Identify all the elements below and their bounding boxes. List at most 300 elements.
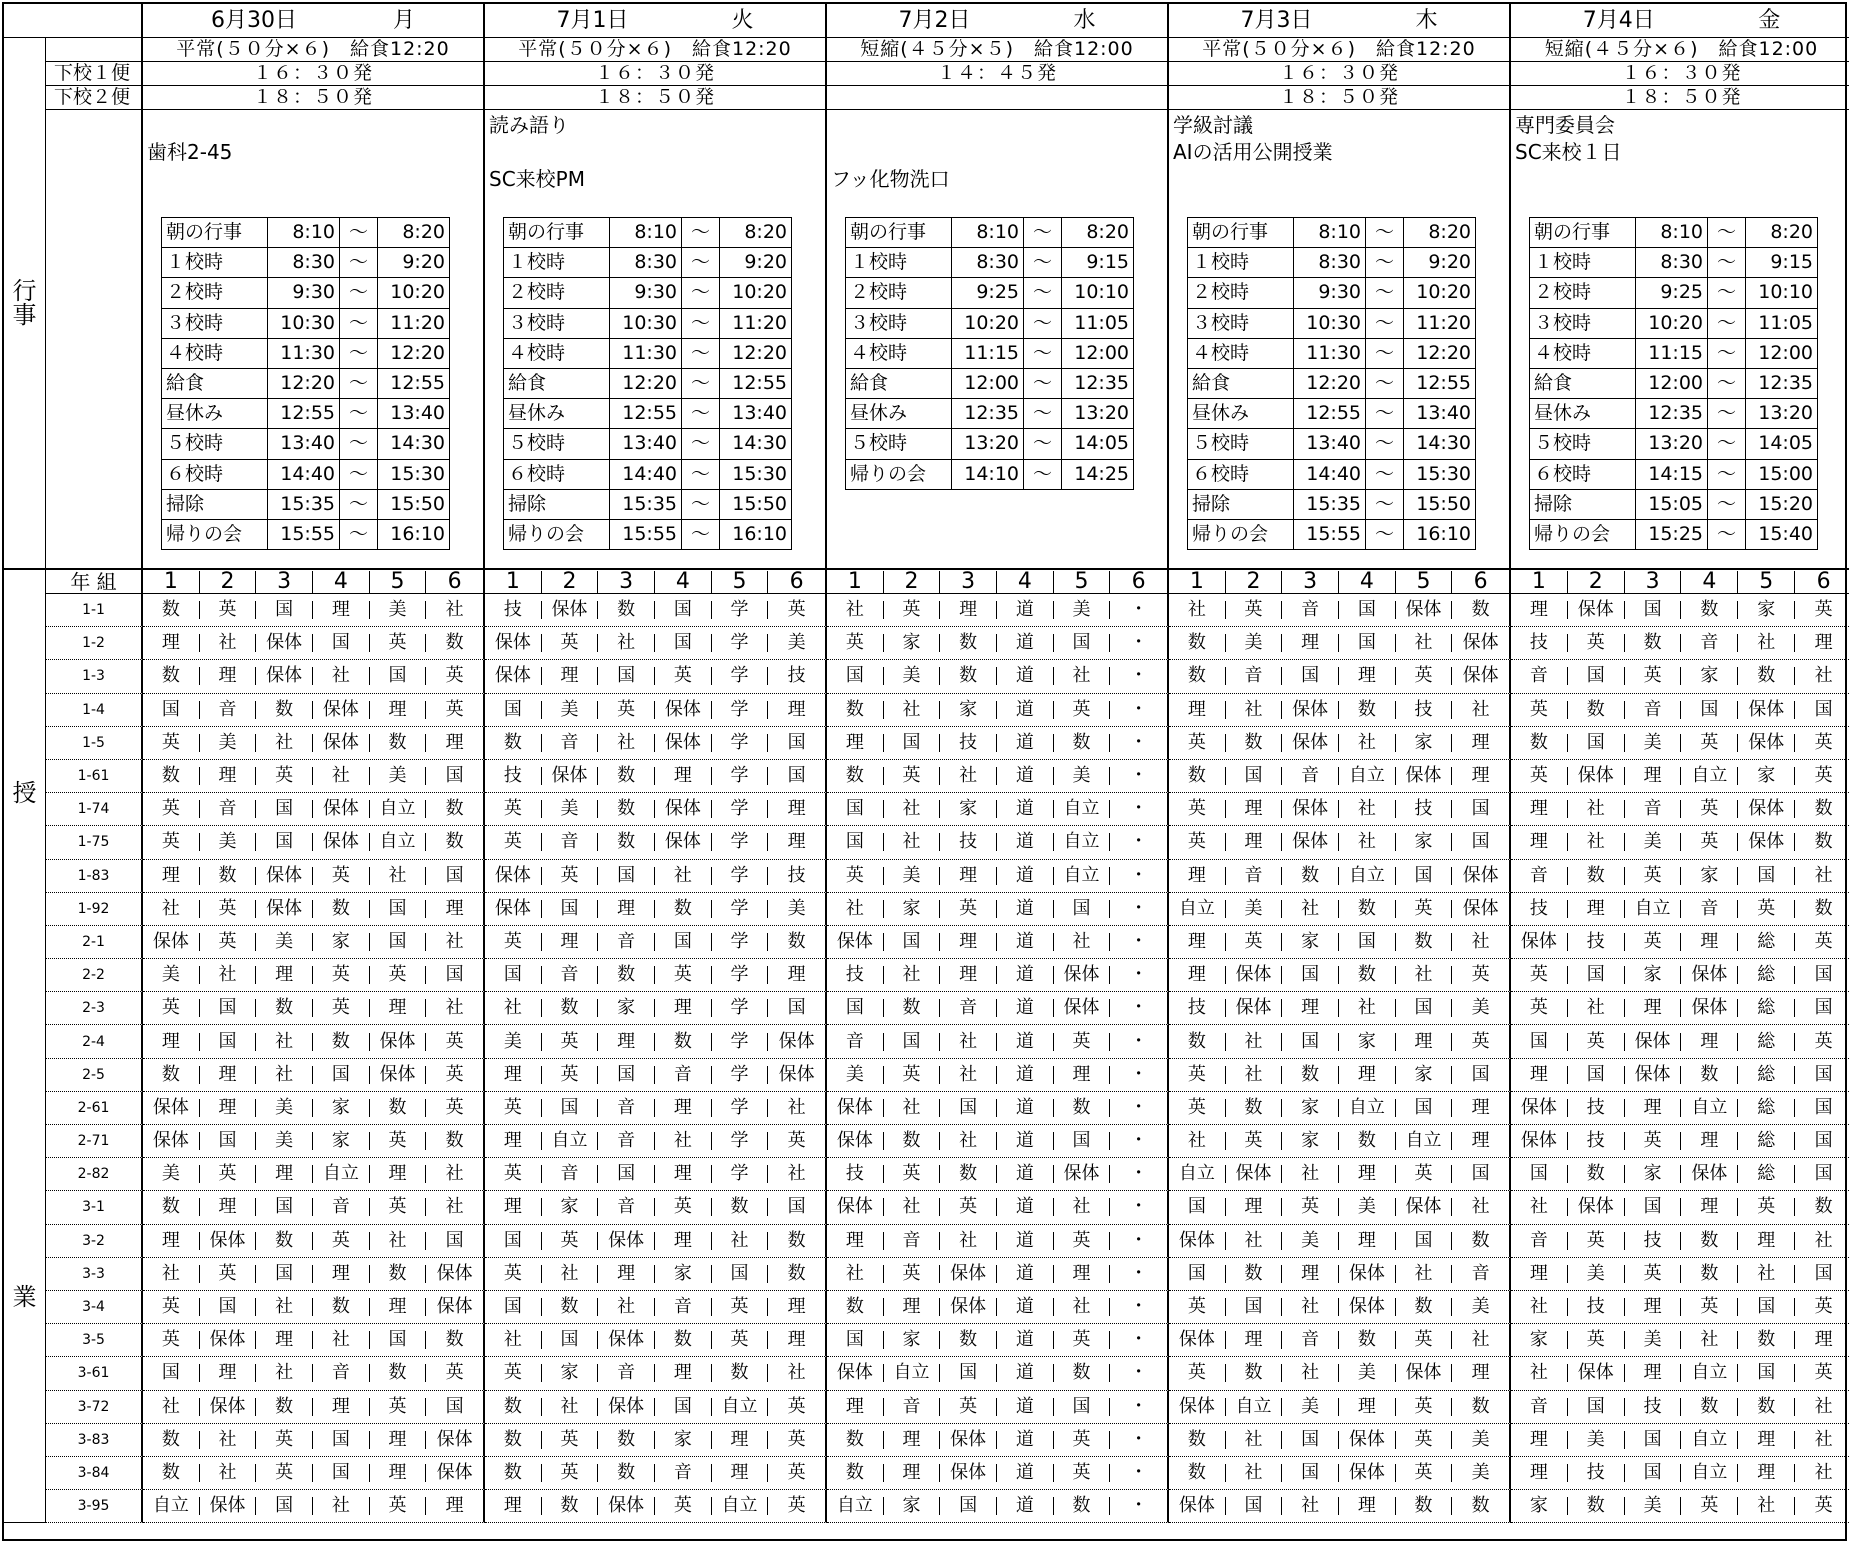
- lesson-row: [827, 893, 1169, 926]
- lesson-subject: 音: [655, 1464, 712, 1482]
- lesson-subject: 社: [313, 667, 370, 685]
- lesson-subject: 英: [1169, 800, 1226, 818]
- lesson-subject: 音: [1282, 1331, 1339, 1349]
- lesson-subject: 保体: [370, 1066, 427, 1084]
- period-name: ６校時: [162, 459, 268, 489]
- day-weekday: 月: [392, 7, 415, 33]
- time-separator: ～: [1366, 338, 1404, 368]
- lesson-subject: 英: [1738, 1198, 1795, 1216]
- lesson-subject: 保体: [1681, 966, 1738, 984]
- lesson-subject: 国: [1568, 667, 1625, 685]
- period-end: 10:20: [1404, 278, 1476, 308]
- time-separator: ～: [1708, 338, 1746, 368]
- lesson-subject: 英: [143, 1331, 200, 1349]
- lesson-row: [1511, 1357, 1849, 1390]
- lesson-subject: 国: [1226, 1497, 1283, 1515]
- lesson-subject: 家: [1511, 1497, 1568, 1515]
- lesson-subject: 数: [1568, 1165, 1625, 1183]
- period-name: 給食: [846, 368, 952, 398]
- lesson-subject: 国: [884, 734, 941, 752]
- lesson-subject: 理: [1625, 999, 1682, 1017]
- lesson-subject: 総: [1738, 933, 1795, 951]
- lesson-subject: 社: [1511, 1198, 1568, 1216]
- lesson-subject: 国: [940, 1497, 997, 1515]
- lesson-subject: 数: [1738, 667, 1795, 685]
- lesson-subject: 数: [1396, 933, 1453, 951]
- lesson-subject: 英: [200, 1265, 257, 1283]
- lesson-subject: 英: [787, 599, 806, 621]
- lesson-subject: 国: [445, 765, 464, 787]
- lesson-subject: 数: [445, 1130, 464, 1152]
- lesson-subject: 英: [787, 1395, 806, 1417]
- lesson-subject: 英: [1738, 900, 1795, 918]
- lesson-subject: 道: [997, 867, 1054, 885]
- lesson-row: [1511, 1125, 1849, 1158]
- lesson-subject: 社: [787, 1362, 806, 1384]
- lesson-subject: ・: [1129, 798, 1148, 820]
- lesson-subject: 保体: [1339, 1464, 1396, 1482]
- lesson-subject: 社: [1226, 1431, 1283, 1449]
- lesson-subject: 社: [1169, 1132, 1226, 1150]
- lesson-subject: 保体: [200, 1497, 257, 1515]
- lesson-subject: 理: [1339, 667, 1396, 685]
- lesson-row: [827, 1357, 1169, 1390]
- lesson-row: [827, 1092, 1169, 1125]
- lesson-row: [1169, 1457, 1511, 1490]
- lesson-subject: 国: [256, 601, 313, 619]
- day-events: [485, 110, 827, 570]
- lesson-subject: 社: [884, 701, 941, 719]
- bus2-time: １８：５０発: [143, 86, 485, 110]
- day-schedule-info: 平常(５０分×６) 給食12:20: [143, 38, 485, 62]
- lesson-row: [1169, 1059, 1511, 1092]
- lesson-subject: 社: [1471, 1329, 1490, 1351]
- lesson-subject: 保体: [655, 701, 712, 719]
- lesson-subject: 理: [1054, 1066, 1111, 1084]
- lesson-subject: 社: [1738, 1497, 1795, 1515]
- lesson-subject: 国: [1471, 798, 1490, 820]
- lesson-subject: 英: [445, 665, 464, 687]
- lesson-row: [485, 826, 827, 859]
- lesson-row: [1169, 1125, 1511, 1158]
- lesson-subject: 理: [313, 601, 370, 619]
- class-name: 1-75: [46, 826, 143, 859]
- lesson-subject: 理: [1738, 1431, 1795, 1449]
- lesson-subject: 国: [485, 1232, 542, 1250]
- lesson-row: [1511, 660, 1849, 693]
- lesson-subject: 技: [1568, 1099, 1625, 1117]
- period-start: 12:00: [1636, 368, 1708, 398]
- lesson-subject: 国: [1625, 1464, 1682, 1482]
- lesson-subject: 自立: [1681, 767, 1738, 785]
- lesson-subject: 国: [1681, 701, 1738, 719]
- lesson-row: [1169, 694, 1511, 727]
- lesson-subject: 国: [884, 933, 941, 951]
- lesson-subject: 数: [1738, 1398, 1795, 1416]
- lesson-subject: 英: [1054, 1464, 1111, 1482]
- period-name: 朝の行事: [846, 218, 952, 248]
- lesson-subject: 数: [542, 1497, 599, 1515]
- day-header: [485, 4, 827, 38]
- lesson-subject: 理: [370, 1431, 427, 1449]
- lesson-subject: 理: [1282, 634, 1339, 652]
- lesson-subject: 家: [1282, 1132, 1339, 1150]
- lesson-subject: 家: [655, 1431, 712, 1449]
- lesson-subject: 英: [542, 1464, 599, 1482]
- lesson-subject: 数: [542, 999, 599, 1017]
- lesson-subject: 理: [1511, 1431, 1568, 1449]
- day-schedule-info: 平常(５０分×６) 給食12:20: [485, 38, 827, 62]
- period-start: 11:30: [1294, 338, 1366, 368]
- lesson-subject: 理: [370, 999, 427, 1017]
- lesson-subject: 英: [1568, 1033, 1625, 1051]
- lesson-row: [1511, 860, 1849, 893]
- lesson-subject: 英: [1054, 1331, 1111, 1349]
- lesson-row: [485, 627, 827, 660]
- lesson-row: [143, 1225, 485, 1258]
- lesson-subject: 理: [1511, 833, 1568, 851]
- lesson-subject: ・: [1129, 1495, 1148, 1517]
- lesson-row: [143, 959, 485, 992]
- lesson-subject: 総: [1738, 1099, 1795, 1117]
- period-name: ６校時: [1530, 459, 1636, 489]
- period-start: 15:05: [1636, 489, 1708, 519]
- lesson-subject: 国: [445, 1395, 464, 1417]
- lesson-subject: ・: [1129, 665, 1148, 687]
- lesson-subject: 英: [884, 601, 941, 619]
- lesson-subject: 数: [1814, 1196, 1833, 1218]
- lesson-subject: 国: [1282, 966, 1339, 984]
- lesson-row: [485, 860, 827, 893]
- lesson-subject: 社: [827, 900, 884, 918]
- class-name: 1-74: [46, 793, 143, 826]
- lesson-row: [827, 1059, 1169, 1092]
- event-notes: フッ化物洗口: [831, 167, 950, 191]
- lesson-subject: 英: [200, 601, 257, 619]
- period-name: ４校時: [846, 338, 952, 368]
- lesson-subject: 保体: [1568, 1364, 1625, 1382]
- lesson-subject: 理: [655, 1165, 712, 1183]
- time-separator: ～: [1024, 368, 1062, 398]
- lesson-subject: 国: [445, 864, 464, 886]
- lesson-subject: 美: [827, 1066, 884, 1084]
- lesson-subject: 保体: [1169, 1232, 1226, 1250]
- lesson-subject: 理: [1339, 1497, 1396, 1515]
- lesson-subject: 英: [445, 1096, 464, 1118]
- lesson-subject: 音: [598, 1364, 655, 1382]
- lesson-subject: 音: [1511, 667, 1568, 685]
- period-name: ４校時: [1530, 338, 1636, 368]
- lesson-subject: 英: [884, 1165, 941, 1183]
- period-header: [143, 570, 485, 594]
- lesson-subject: 学: [712, 900, 769, 918]
- class-name: 2-71: [46, 1125, 143, 1158]
- lesson-subject: 道: [997, 1265, 1054, 1283]
- lesson-subject: 社: [1738, 634, 1795, 652]
- time-separator: ～: [1708, 278, 1746, 308]
- lesson-row: [1169, 1092, 1511, 1125]
- lesson-subject: 社: [542, 1398, 599, 1416]
- bus2-label: 下校２便: [46, 86, 143, 110]
- period-start: 10:30: [610, 308, 682, 338]
- time-separator: ～: [1024, 278, 1062, 308]
- period-number: 1: [143, 571, 200, 593]
- lesson-subject: 英: [1054, 1033, 1111, 1051]
- period-name: 帰りの会: [846, 459, 952, 489]
- lesson-subject: 自立: [884, 1364, 941, 1382]
- lesson-subject: 家: [598, 999, 655, 1017]
- lesson-subject: 数: [370, 1265, 427, 1283]
- period-end: 12:55: [1404, 368, 1476, 398]
- lesson-subject: 保体: [1226, 1165, 1283, 1183]
- lesson-subject: 理: [200, 667, 257, 685]
- lesson-subject: 英: [445, 1030, 464, 1052]
- lesson-subject: 学: [712, 767, 769, 785]
- lesson-row: [143, 1025, 485, 1058]
- lesson-subject: 英: [200, 1165, 257, 1183]
- lesson-subject: 国: [1568, 966, 1625, 984]
- lesson-subject: 社: [200, 966, 257, 984]
- lesson-subject: 美: [1625, 734, 1682, 752]
- period-number: 3: [598, 571, 655, 593]
- lesson-subject: 技: [1169, 999, 1226, 1017]
- lesson-subject: 理: [598, 1033, 655, 1051]
- lesson-subject: 道: [997, 1066, 1054, 1084]
- lesson-subject: 数: [256, 1232, 313, 1250]
- lesson-subject: 国: [655, 933, 712, 951]
- lesson-subject: 数: [1169, 634, 1226, 652]
- lesson-row: [1511, 694, 1849, 727]
- lesson-subject: 英: [313, 867, 370, 885]
- lesson-subject: 理: [827, 1232, 884, 1250]
- lesson-subject: 技: [940, 734, 997, 752]
- day-events: [1511, 110, 1849, 570]
- lesson-subject: 音: [598, 933, 655, 951]
- lesson-subject: 国: [1511, 1165, 1568, 1183]
- lesson-row: [827, 1025, 1169, 1058]
- lesson-subject: 社: [940, 1132, 997, 1150]
- period-end: 11:20: [1404, 308, 1476, 338]
- lesson-subject: 数: [256, 701, 313, 719]
- lesson-subject: 社: [256, 1298, 313, 1316]
- lesson-subject: 社: [827, 601, 884, 619]
- lesson-subject: 理: [200, 1066, 257, 1084]
- lesson-subject: 数: [1339, 900, 1396, 918]
- lesson-subject: 理: [200, 1364, 257, 1382]
- lesson-subject: 数: [313, 1298, 370, 1316]
- period-start: 14:10: [952, 459, 1024, 489]
- lesson-subject: 美: [256, 1099, 313, 1117]
- period-number: 3: [256, 571, 313, 593]
- lesson-subject: 国: [370, 1331, 427, 1349]
- lesson-subject: 道: [997, 1099, 1054, 1117]
- period-name: 給食: [504, 368, 610, 398]
- class-name: 1-83: [46, 860, 143, 893]
- class-name: 1-1: [46, 594, 143, 627]
- lesson-subject: 英: [485, 1265, 542, 1283]
- period-start: 14:40: [1294, 459, 1366, 489]
- lesson-row: [485, 1457, 827, 1490]
- lesson-subject: 国: [485, 701, 542, 719]
- class-name: 3-3: [46, 1258, 143, 1291]
- class-name: 3-1: [46, 1191, 143, 1224]
- lesson-subject: 家: [1282, 933, 1339, 951]
- lesson-subject: 家: [313, 1099, 370, 1117]
- time-separator: ～: [340, 368, 378, 398]
- lesson-row: [1511, 594, 1849, 627]
- time-separator: ～: [1708, 368, 1746, 398]
- period-header: [1169, 570, 1511, 594]
- lesson-row: [485, 1291, 827, 1324]
- lesson-subject: 保体: [598, 1497, 655, 1515]
- lesson-subject: 保体: [940, 1265, 997, 1283]
- period-end: 8:20: [1404, 218, 1476, 248]
- lesson-subject: 国: [712, 1265, 769, 1283]
- lesson-subject: 英: [542, 634, 599, 652]
- lesson-subject: 保体: [940, 1431, 997, 1449]
- class-name: 1-5: [46, 727, 143, 760]
- lesson-subject: 音: [1511, 1398, 1568, 1416]
- lesson-row: [485, 594, 827, 627]
- lesson-subject: 英: [787, 1130, 806, 1152]
- time-table: [1187, 217, 1476, 550]
- lesson-subject: 理: [1282, 1265, 1339, 1283]
- lesson-subject: 音: [1625, 701, 1682, 719]
- lesson-subject: 国: [542, 900, 599, 918]
- lesson-subject: 理: [787, 964, 806, 986]
- period-start: 8:10: [1636, 218, 1708, 248]
- lesson-subject: ・: [1129, 1030, 1148, 1052]
- lesson-subject: 数: [445, 632, 464, 654]
- lesson-subject: 学: [712, 867, 769, 885]
- lesson-row: [1511, 1158, 1849, 1191]
- lesson-subject: 美: [1568, 1265, 1625, 1283]
- period-name: ３校時: [1530, 308, 1636, 338]
- lesson-subject: 美: [542, 701, 599, 719]
- lesson-subject: 道: [997, 1033, 1054, 1051]
- lesson-subject: 数: [143, 1198, 200, 1216]
- bus2-time: [827, 86, 1169, 110]
- lesson-row: [1511, 1457, 1849, 1490]
- period-start: 13:40: [1294, 429, 1366, 459]
- period-number: 6: [1131, 570, 1146, 594]
- day-weekday: 火: [731, 7, 754, 33]
- lesson-subject: 英: [542, 1232, 599, 1250]
- lesson-row: [827, 926, 1169, 959]
- lesson-subject: 音: [1282, 601, 1339, 619]
- lesson-subject: 保体: [256, 634, 313, 652]
- lesson-subject: 理: [1471, 765, 1490, 787]
- lesson-subject: 保体: [200, 1331, 257, 1349]
- lesson-row: [1511, 992, 1849, 1025]
- lesson-subject: 社: [1568, 999, 1625, 1017]
- period-start: 13:40: [610, 429, 682, 459]
- lesson-subject: 英: [1471, 1030, 1490, 1052]
- lesson-subject: 道: [997, 900, 1054, 918]
- class-column-header: 年 組: [46, 570, 143, 594]
- lesson-subject: 学: [712, 999, 769, 1017]
- lesson-subject: 国: [1226, 767, 1283, 785]
- lesson-row: [1169, 1025, 1511, 1058]
- lesson-subject: 社: [1396, 966, 1453, 984]
- lesson-subject: 理: [940, 867, 997, 885]
- lesson-subject: 保体: [313, 800, 370, 818]
- period-name: 帰りの会: [162, 519, 268, 549]
- lesson-subject: 数: [143, 667, 200, 685]
- bus1-label: 下校１便: [46, 62, 143, 86]
- lesson-subject: 国: [1169, 1265, 1226, 1283]
- lesson-subject: 国: [884, 1033, 941, 1051]
- day-events: [143, 110, 485, 570]
- lesson-subject: 社: [370, 1232, 427, 1250]
- lesson-subject: 自立: [1681, 1364, 1738, 1382]
- lesson-subject: 理: [1814, 632, 1833, 654]
- event-notes: 学級討議 AIの活用公開授業: [1173, 113, 1333, 164]
- lesson-subject: 数: [370, 1364, 427, 1382]
- lesson-subject: ・: [1129, 1196, 1148, 1218]
- lesson-row: [1169, 660, 1511, 693]
- lesson-subject: 保体: [1462, 864, 1499, 886]
- lesson-subject: 保体: [1226, 966, 1283, 984]
- lesson-row: [143, 860, 485, 893]
- lesson-subject: 国: [1169, 1198, 1226, 1216]
- lesson-subject: 音: [884, 1232, 941, 1250]
- lesson-subject: 総: [1738, 1033, 1795, 1051]
- lesson-row: [143, 1357, 485, 1390]
- lesson-subject: 数: [1339, 966, 1396, 984]
- lesson-subject: ・: [1129, 1395, 1148, 1417]
- lesson-subject: 数: [143, 1431, 200, 1449]
- lesson-subject: 理: [787, 1296, 806, 1318]
- lesson-subject: 数: [1471, 1395, 1490, 1417]
- lesson-subject: 数: [1169, 767, 1226, 785]
- period-start: 14:40: [268, 459, 340, 489]
- lesson-subject: 理: [1169, 933, 1226, 951]
- lesson-subject: 道: [997, 1464, 1054, 1482]
- lesson-subject: 自立: [313, 1165, 370, 1183]
- lesson-subject: 国: [445, 1229, 464, 1251]
- lesson-subject: ・: [1129, 632, 1148, 654]
- lesson-subject: 数: [884, 999, 941, 1017]
- lesson-row: [485, 760, 827, 793]
- lesson-subject: 数: [256, 999, 313, 1017]
- period-end: 14:05: [1062, 429, 1134, 459]
- lesson-subject: 社: [1339, 734, 1396, 752]
- lesson-row: [143, 627, 485, 660]
- day-schedule-info: 短縮(４５分×５) 給食12:00: [827, 38, 1169, 62]
- lesson-subject: 社: [256, 1364, 313, 1382]
- lesson-subject: 保体: [485, 900, 542, 918]
- bus1-time: １４：４５発: [827, 62, 1169, 86]
- lesson-subject: 理: [1738, 1464, 1795, 1482]
- events-label-blank: [46, 110, 143, 570]
- lesson-subject: 英: [143, 734, 200, 752]
- lesson-subject: ・: [1129, 1229, 1148, 1251]
- lesson-subject: 美: [787, 632, 806, 654]
- lesson-subject: 自立: [1339, 867, 1396, 885]
- period-end: 12:55: [720, 368, 792, 398]
- lesson-subject: 理: [787, 831, 806, 853]
- lesson-subject: 保体: [436, 1461, 473, 1483]
- lesson-subject: 英: [655, 966, 712, 984]
- period-name: ３校時: [846, 308, 952, 338]
- lesson-subject: 自立: [1396, 1132, 1453, 1150]
- period-number: 2: [1568, 571, 1625, 593]
- day-events: [1169, 110, 1511, 570]
- lesson-subject: 社: [1814, 1428, 1833, 1450]
- lesson-subject: 家: [542, 1198, 599, 1216]
- lesson-subject: 数: [445, 798, 464, 820]
